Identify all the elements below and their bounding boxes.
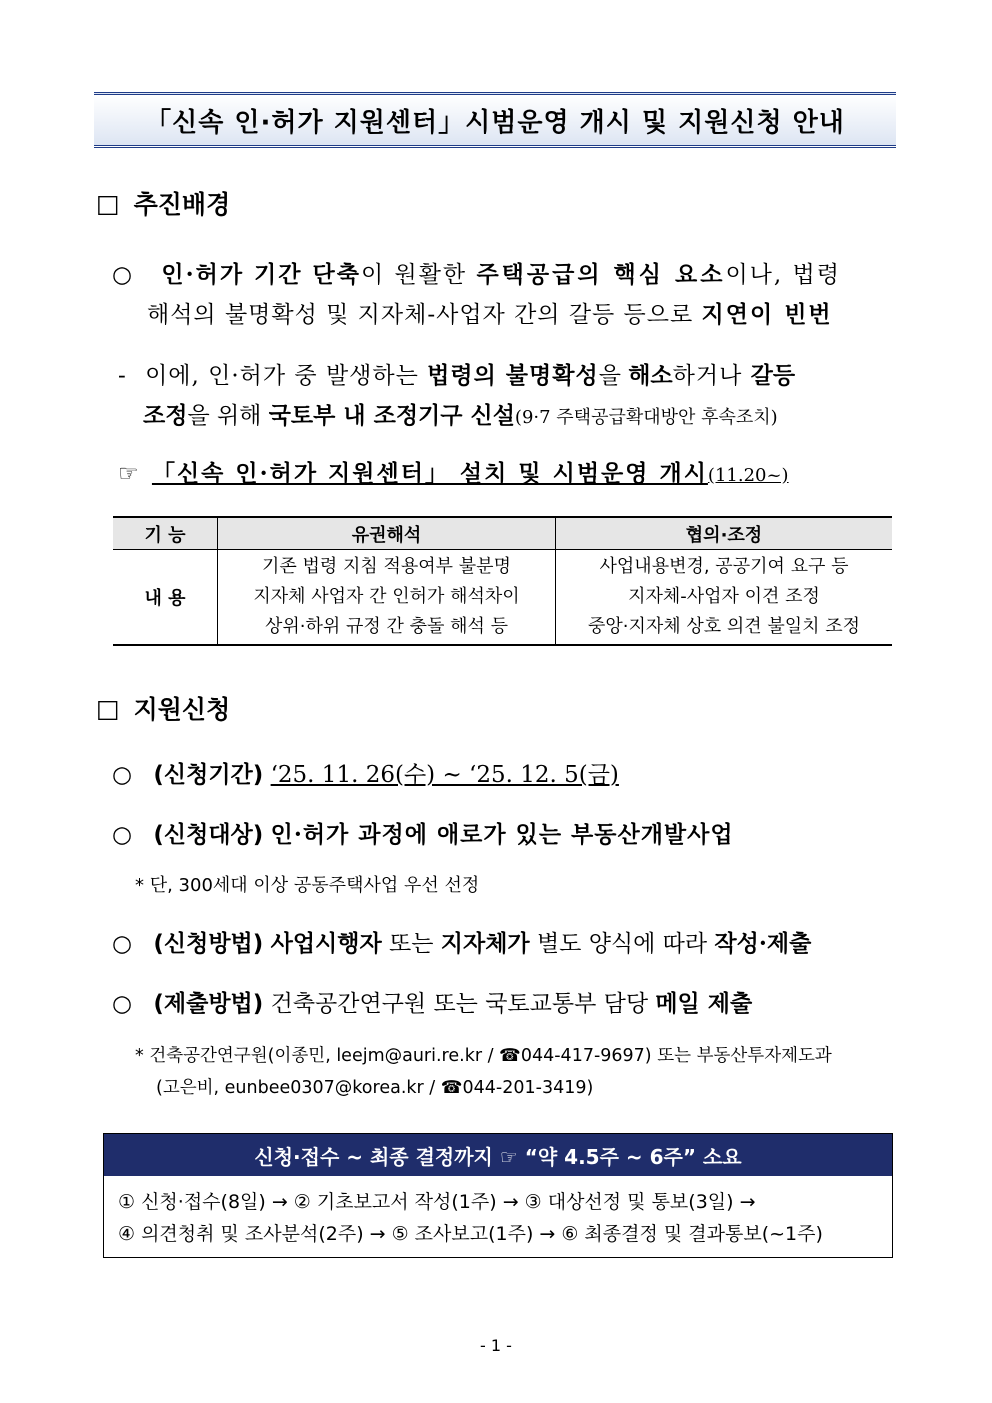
process-box (103, 1133, 893, 1258)
bg-line-5 (118, 455, 789, 488)
page-number: - 1 - (480, 1336, 512, 1355)
center-launch-text: 「신속 인·허가 지원센터」 설치 및 시범운영 개시 (151, 460, 708, 487)
bullet: ○ (112, 991, 133, 1017)
cell-line: 상위·하위 규정 간 충돌 해석 등 (265, 616, 508, 637)
text: 이에, 인·허가 중 발생하는 (145, 363, 428, 389)
text: 건축공간연구원 또는 국토교통부 담당 (270, 991, 656, 1017)
section-marker: □ (96, 188, 120, 218)
table-header-row (113, 517, 892, 550)
contact-line-2: (고은비, eunbee0307@korea.kr / ☎044-201-3419) (156, 1078, 594, 1098)
text-bold: 국토부 내 조정기구 신설 (268, 402, 515, 429)
text-bold: 법령의 불명확성 (427, 362, 599, 389)
process-body (104, 1176, 892, 1260)
cell-line: 사업내용변경, 공공기여 요구 등 (599, 556, 849, 577)
text: 이나, 법령 (725, 262, 841, 288)
table-cell (218, 550, 556, 646)
bg-line-3 (118, 357, 795, 390)
cell-line: 지자체 사업자 간 인허가 해석차이 (253, 586, 520, 607)
bg-line-1 (112, 256, 896, 289)
process-header (104, 1134, 892, 1176)
apply-submit (112, 985, 752, 1018)
text-bold: 지자체가 (440, 930, 530, 957)
bullet: ○ (112, 931, 133, 957)
target-note: * 단, 300세대 이상 공동주택사업 우선 선정 (135, 875, 480, 896)
text: 또는 (381, 931, 441, 957)
apply-target (112, 816, 734, 849)
text-bold: 갈등 (750, 362, 796, 389)
process-line: ① 신청·접수(8일) → ② 기초보고서 작성(1주) → ③ 대상선정 및 통보(3일) → (118, 1191, 756, 1213)
section-marker: □ (96, 693, 120, 723)
bullet: ○ (112, 762, 133, 788)
row-label: 내 용 (113, 550, 218, 646)
text-bold: 사업시행자 (270, 930, 382, 957)
pointing-hand-icon: ☞ (118, 461, 139, 487)
table-header: 기 능 (113, 517, 218, 550)
text: 을 (598, 363, 629, 389)
text: 별도 양식에 따라 (529, 931, 715, 957)
section-background (96, 185, 230, 221)
bg-line-2 (147, 296, 833, 329)
text-bold: 주택공급의 핵심 요소 (476, 261, 726, 288)
table-cell (556, 550, 893, 646)
bullet: ○ (112, 822, 133, 848)
label: (신청기간) (153, 762, 264, 788)
contact-line-1: * 건축공간연구원(이종민, leejm@auri.re.kr / ☎044-417-9697) 또는 부동산투자제도과 (135, 1046, 832, 1066)
launch-date: (11.20~) (707, 465, 789, 486)
text: 해석의 불명확성 및 지자체-사업자 간의 갈등 등으로 (147, 302, 702, 328)
cell-line: 지자체-사업자 이견 조정 (628, 586, 820, 607)
text-bold: 작성·제출 (714, 930, 812, 957)
apply-period (112, 756, 619, 789)
section-heading: 추진배경 (133, 190, 231, 219)
process-line: ④ 의견청취 및 조사분석(2주) → ⑤ 조사보고(1주) → ⑥ 최종결정 및 결과통보(~1주) (118, 1223, 823, 1245)
cell-line: 중앙·지자체 상호 의견 불일치 조정 (587, 616, 861, 637)
cell-line: 기존 법령 지침 적용여부 불분명 (262, 556, 511, 577)
text-bold: 지연이 빈번 (701, 301, 833, 328)
bullet: ○ (112, 262, 133, 288)
table-row (113, 550, 892, 646)
section-heading: 지원신청 (133, 695, 231, 724)
text: 을 위해 (187, 403, 269, 429)
process-header-text: 신청·접수 ~ 최종 결정까지 ☞ “약 4.5주 ~ 6주” 소요 (254, 1144, 742, 1169)
section-application (96, 690, 230, 726)
target-value: 인·허가 과정에 애로가 있는 부동산개발사업 (270, 821, 734, 848)
label: (신청방법) (153, 931, 264, 957)
text-bold: 조정 (143, 402, 188, 429)
bg-line-4 (143, 397, 778, 430)
label: (신청대상) (153, 822, 264, 848)
title-banner (94, 92, 896, 148)
label: (제출방법) (153, 991, 264, 1017)
page-title: 「신속 인·허가 지원센터」시범운영 개시 및 지원신청 안내 (145, 107, 845, 138)
table-header: 유권해석 (218, 517, 556, 550)
function-table (113, 516, 892, 646)
text-bold: 메일 제출 (655, 990, 753, 1017)
text: 하거나 (672, 363, 751, 389)
text-bold: 해소 (628, 362, 673, 389)
text: 이 원활한 (360, 262, 477, 288)
period-value: ‘25. 11. 26(수) ~ ‘25. 12. 5(금) (270, 762, 619, 788)
text-bold: 인·허가 기간 단축 (161, 261, 361, 288)
apply-method (112, 925, 811, 958)
dash: - (118, 363, 126, 389)
text-small: (9·7 주택공급확대방안 후속조치) (514, 407, 778, 428)
table-header: 협의·조정 (556, 517, 893, 550)
